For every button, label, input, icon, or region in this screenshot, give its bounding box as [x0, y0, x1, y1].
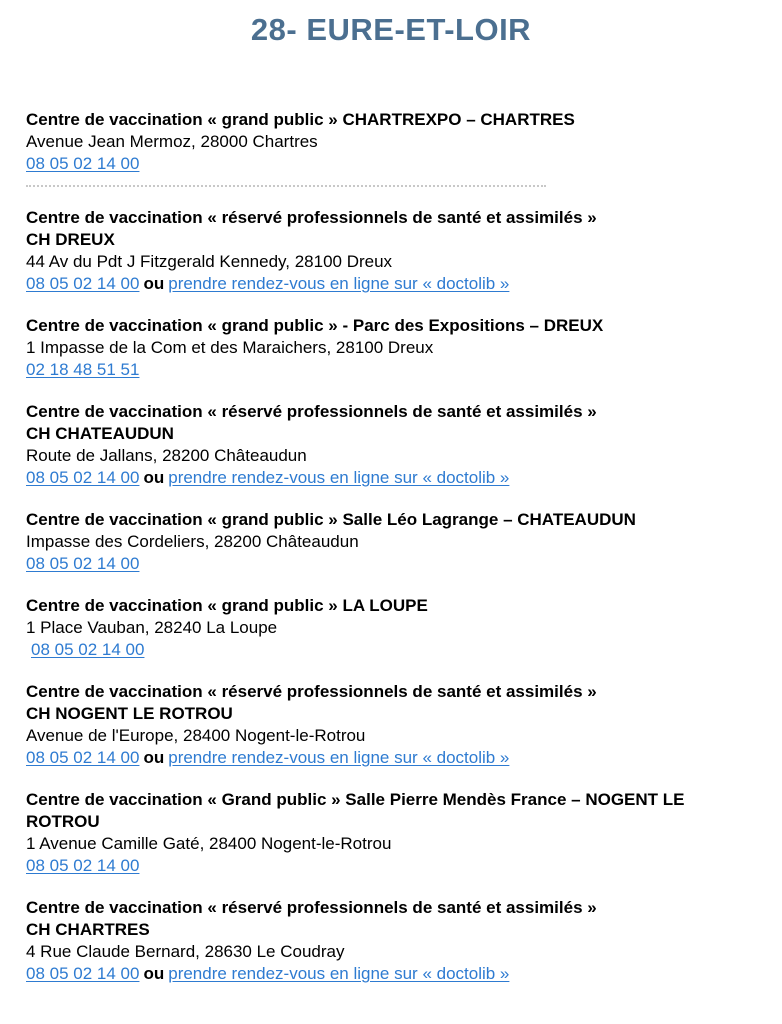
center-entry-0 — [26, 109, 756, 175]
phone-link[interactable]: 08 05 02 14 00 — [26, 468, 140, 487]
connector-text: ou — [143, 274, 165, 293]
phone-link[interactable]: 08 05 02 14 00 — [26, 748, 140, 767]
center-address: Avenue de l'Europe, 28400 Nogent-le-Rotrou — [26, 726, 366, 745]
center-name: Centre de vaccination « réservé professionnels de santé et assimilés » — [26, 402, 597, 421]
center-contact — [26, 359, 756, 381]
center-hospital: CH CHARTRES — [26, 920, 150, 939]
center-address: 1 Avenue Camille Gaté, 28400 Nogent-le-Rotrou — [26, 834, 392, 853]
phone-link[interactable]: 08 05 02 14 00 — [26, 274, 140, 293]
phone-link[interactable]: 08 05 02 14 00 — [26, 554, 140, 573]
center-address: Avenue Jean Mermoz, 28000 Chartres — [26, 132, 318, 151]
doctolib-link[interactable]: prendre rendez-vous en ligne sur « doctolib » — [168, 748, 510, 767]
center-contact — [26, 467, 756, 489]
center-name: Centre de vaccination « grand public » LA LOUPE — [26, 596, 428, 615]
center-address: 1 Impasse de la Com et des Maraichers, 28100 Dreux — [26, 338, 434, 357]
center-contact — [26, 639, 756, 661]
center-entry-4 — [26, 509, 756, 575]
center-name: Centre de vaccination « grand public » - Parc des Expositions – DREUX — [26, 316, 604, 335]
phone-link[interactable]: 08 05 02 14 00 — [26, 154, 140, 173]
center-name: Centre de vaccination « réservé professionnels de santé et assimilés » — [26, 682, 597, 701]
center-entry-8 — [26, 897, 756, 985]
center-contact — [26, 273, 756, 295]
center-hospital: CH CHATEAUDUN — [26, 424, 174, 443]
center-address: 1 Place Vauban, 28240 La Loupe — [26, 618, 278, 637]
center-contact — [26, 855, 756, 877]
phone-link[interactable]: 02 18 48 51 51 — [26, 360, 140, 379]
center-hospital: CH DREUX — [26, 230, 115, 249]
phone-link[interactable]: 08 05 02 14 00 — [26, 856, 140, 875]
doctolib-link[interactable]: prendre rendez-vous en ligne sur « doctolib » — [168, 274, 510, 293]
center-hospital: CH NOGENT LE ROTROU — [26, 704, 233, 723]
center-name: Centre de vaccination « réservé professionnels de santé et assimilés » — [26, 208, 597, 227]
divider — [26, 185, 546, 187]
center-entry-7 — [26, 789, 756, 877]
center-contact — [26, 153, 756, 175]
phone-link[interactable]: 08 05 02 14 00 — [26, 964, 140, 983]
center-address: 4 Rue Claude Bernard, 28630 Le Coudray — [26, 942, 345, 961]
center-name: Centre de vaccination « grand public » Salle Léo Lagrange – CHATEAUDUN — [26, 510, 636, 529]
connector-text: ou — [143, 748, 165, 767]
center-name: Centre de vaccination « grand public » CHARTREXPO – CHARTRES — [26, 110, 575, 129]
center-name: Centre de vaccination « Grand public » Salle Pierre Mendès France – NOGENT LE ROTROU — [26, 790, 685, 831]
page-title: 28- EURE-ET-LOIR — [250, 12, 532, 47]
center-entry-2 — [26, 315, 756, 381]
doctolib-link[interactable]: prendre rendez-vous en ligne sur « doctolib » — [168, 964, 510, 983]
doctolib-link[interactable]: prendre rendez-vous en ligne sur « doctolib » — [168, 468, 510, 487]
center-address: Impasse des Cordeliers, 28200 Châteaudun — [26, 532, 359, 551]
center-address: 44 Av du Pdt J Fitzgerald Kennedy, 28100 Dreux — [26, 252, 393, 271]
connector-text: ou — [143, 964, 165, 983]
phone-link[interactable]: 08 05 02 14 00 — [31, 640, 145, 659]
center-entry-5 — [26, 595, 756, 661]
center-entry-6 — [26, 681, 756, 769]
center-address: Route de Jallans, 28200 Châteaudun — [26, 446, 307, 465]
center-contact — [26, 747, 756, 769]
center-contact — [26, 553, 756, 575]
center-name: Centre de vaccination « réservé professionnels de santé et assimilés » — [26, 898, 597, 917]
center-entry-1 — [26, 207, 756, 295]
connector-text: ou — [143, 468, 165, 487]
center-entry-3 — [26, 401, 756, 489]
center-contact — [26, 963, 756, 985]
vaccination-center-list — [26, 109, 756, 1005]
